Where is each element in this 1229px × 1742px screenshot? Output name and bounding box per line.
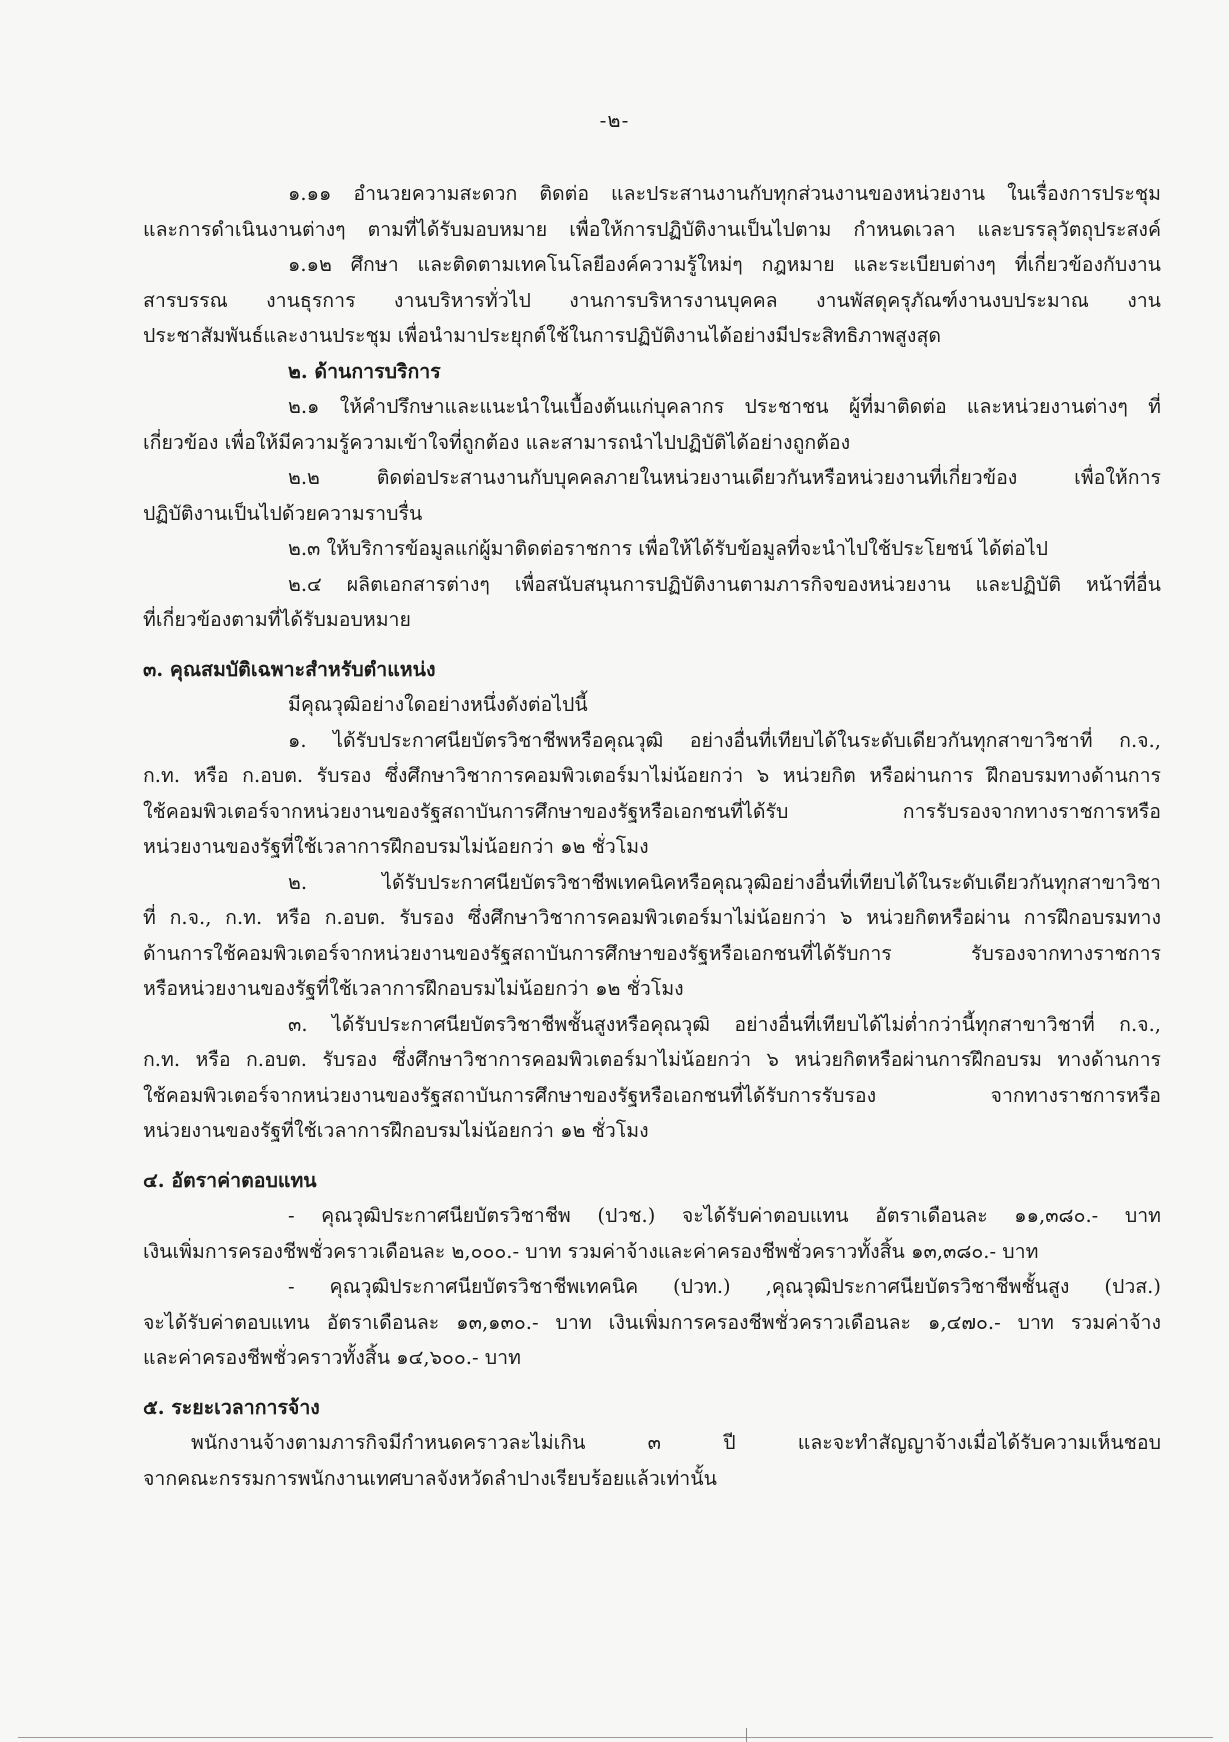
text-line: ๑.๑๒ ศึกษา และติดตามเทคโนโลยีองค์ความรู้ใหม่ๆ กฎหมาย และระเบียบต่างๆ ที่เกี่ยวข้องกับงาน (288, 253, 1161, 276)
text-line: ๒.๑ ให้คำปรึกษาและแนะนำในเบื้องต้นแก่บุคลากร ประชาชน ผู้ที่มาติดต่อ และหน่วยงานต่างๆ ที่ (288, 395, 1161, 418)
text-line: หรือหน่วยงานของรัฐที่ใช้เวลาการฝึกอบรมไม่น้อยกว่า ๑๒ ชั่วโมง (143, 977, 684, 1000)
section-heading: ๒. ด้านการบริการ (288, 359, 441, 383)
text-line: ประชาสัมพันธ์และงานประชุม เพื่อนำมาประยุกต์ใช้ในการปฏิบัติงานได้อย่างมีประสิทธิภาพสูงสุด (143, 324, 942, 347)
text-line: ๒. ได้รับประกาศนียบัตรวิชาชีพเทคนิคหรือคุณวุฒิอย่างอื่นที่เทียบได้ในระดับเดียวกันทุกสาขาวิชา (288, 870, 1161, 894)
text-line: หน่วยงานของรัฐที่ใช้เวลาการฝึกอบรมไม่น้อยกว่า ๑๒ ชั่วโมง (143, 835, 649, 858)
text-line: - คุณวุฒิประกาศนียบัตรวิชาชีพ (ปวช.) จะได้รับค่าตอบแทน อัตราเดือนละ ๑๑,๓๘๐.- บาท (288, 1204, 1161, 1227)
document-body (143, 176, 1161, 1496)
scan-edge-tick (746, 1728, 747, 1742)
text-line: หน่วยงานของรัฐที่ใช้เวลาการฝึกอบรมไม่น้อยกว่า ๑๒ ชั่วโมง (143, 1119, 649, 1142)
text-line: ๒.๔ ผลิตเอกสารต่างๆ เพื่อสนับสนุนการปฏิบัติงานตามภารกิจของหน่วยงาน และปฏิบัติ หน้าที่อื่น (288, 572, 1161, 596)
text-line: ที่เกี่ยวข้องตามที่ได้รับมอบหมาย (143, 608, 411, 631)
scan-edge-line (18, 1737, 1213, 1738)
text-line: จากคณะกรรมการพนักงานเทศบาลจังหวัดลำปางเรียบร้อยแล้วเท่านั้น (143, 1466, 717, 1490)
text-line: ๓. ได้รับประกาศนียบัตรวิชาชีพชั้นสูงหรือคุณวุฒิ อย่างอื่นที่เทียบได้ไม่ต่ำกว่านี้ทุกสาขาวิชาที่ ก.จ., (288, 1012, 1161, 1036)
text-line: ที่ ก.จ., ก.ท. หรือ ก.อบต. รับรอง ซึ่งศึกษาวิชาการคอมพิวเตอร์มาไม่น้อยกว่า ๖ หน่วยกิตหรือผ่าน การฝึกอบรมทาง (143, 906, 1161, 929)
text-line: ๑.๑๑ อำนวยความสะดวก ติดต่อ และประสานงานกับทุกส่วนงานของหน่วยงาน ในเรื่องการประชุม (288, 182, 1161, 205)
text-line: ใช้คอมพิวเตอร์จากหน่วยงานของรัฐสถาบันการศึกษาของรัฐหรือเอกชนที่ได้รับการรับรอง จากทางราชการหรือ (143, 1083, 1161, 1107)
text-line: และค่าครองชีพชั่วคราวทั้งสิ้น ๑๔,๖๐๐.- บาท (143, 1346, 521, 1369)
text-line: ๒.๒ ติดต่อประสานงานกับบุคคลภายในหน่วยงานเดียวกันหรือหน่วยงานที่เกี่ยวข้อง เพื่อให้การ (288, 466, 1161, 489)
text-line: พนักงานจ้างตามภารกิจมีกำหนดคราวละไม่เกิน ๓ ปี และจะทำสัญญาจ้างเมื่อได้รับความเห็นชอบ (191, 1431, 1161, 1454)
text-line: มีคุณวุฒิอย่างใดอย่างหนึ่งดังต่อไปนี้ (288, 693, 588, 716)
text-line: - คุณวุฒิประกาศนียบัตรวิชาชีพเทคนิค (ปวท.) ,คุณวุฒิประกาศนียบัตรวิชาชีพชั้นสูง (ปวส.) (288, 1275, 1161, 1298)
text-line: ด้านการใช้คอมพิวเตอร์จากหน่วยงานของรัฐสถาบันการศึกษาของรัฐหรือเอกชนที่ได้รับการ รับรองจากทางราชการ (143, 941, 1161, 965)
section-heading: ๕. ระยะเวลาการจ้าง (143, 1395, 320, 1419)
section-heading: ๓. คุณสมบัติเฉพาะสำหรับตำแหน่ง (143, 657, 436, 681)
paragraph-gap (143, 1149, 1161, 1163)
text-line: ก.ท. หรือ ก.อบต. รับรอง ซึ่งศึกษาวิชาการคอมพิวเตอร์มาไม่น้อยกว่า ๖ หน่วยกิตหรือผ่านการฝึกอบรม ทางด้านการ (143, 1048, 1161, 1071)
paragraph-gap (143, 1376, 1161, 1390)
text-line: ๒.๓ ให้บริการข้อมูลแก่ผู้มาติดต่อราชการ เพื่อให้ได้รับข้อมูลที่จะนำไปใช้ประโยชน์ ได้ต่อไป (288, 537, 1049, 560)
text-line: ๑. ได้รับประกาศนียบัตรวิชาชีพหรือคุณวุฒิ อย่างอื่นที่เทียบได้ในระดับเดียวกันทุกสาขาวิชาที่ ก.จ., (288, 728, 1161, 752)
text-line: ใช้คอมพิวเตอร์จากหน่วยงานของรัฐสถาบันการศึกษาของรัฐหรือเอกชนที่ได้รับ การรับรองจากทางราชการหรือ (143, 799, 1161, 823)
paragraph-gap (143, 638, 1161, 652)
text-line: และการดำเนินงานต่างๆ ตามที่ได้รับมอบหมาย เพื่อให้การปฏิบัติงานเป็นไปตาม กำหนดเวลา และบรรลุวัตถุประสงค์ (143, 217, 1161, 241)
text-line: เงินเพิ่มการครองชีพชั่วคราวเดือนละ ๒,๐๐๐.- บาท รวมค่าจ้างและค่าครองชีพชั่วคราวทั้งสิ้น ๑๓,๓๘๐.- บาท (143, 1239, 1039, 1263)
page-number: -๒- (599, 108, 630, 132)
text-line: ปฏิบัติงานเป็นไปด้วยความราบรื่น (143, 501, 423, 525)
text-line: เกี่ยวข้อง เพื่อให้มีความรู้ความเข้าใจที่ถูกต้อง และสามารถนำไปปฏิบัติได้อย่างถูกต้อง (143, 430, 851, 454)
text-line: สารบรรณ งานธุรการ งานบริหารทั่วไป งานการบริหารงานบุคคล งานพัสดุครุภัณฑ์งานงบประมาณ งาน (143, 288, 1161, 312)
section-heading: ๔. อัตราค่าตอบแทน (143, 1168, 317, 1192)
text-line: ก.ท. หรือ ก.อบต. รับรอง ซึ่งศึกษาวิชาการคอมพิวเตอร์มาไม่น้อยกว่า ๖ หน่วยกิต หรือผ่านการ ฝึกอบรมทางด้านการ (143, 764, 1161, 787)
text-line: จะได้รับค่าตอบแทน อัตราเดือนละ ๑๓,๑๓๐.- บาท เงินเพิ่มการครองชีพชั่วคราวเดือนละ ๑,๔๗๐.- บาท รวมค่าจ้าง (143, 1310, 1161, 1334)
